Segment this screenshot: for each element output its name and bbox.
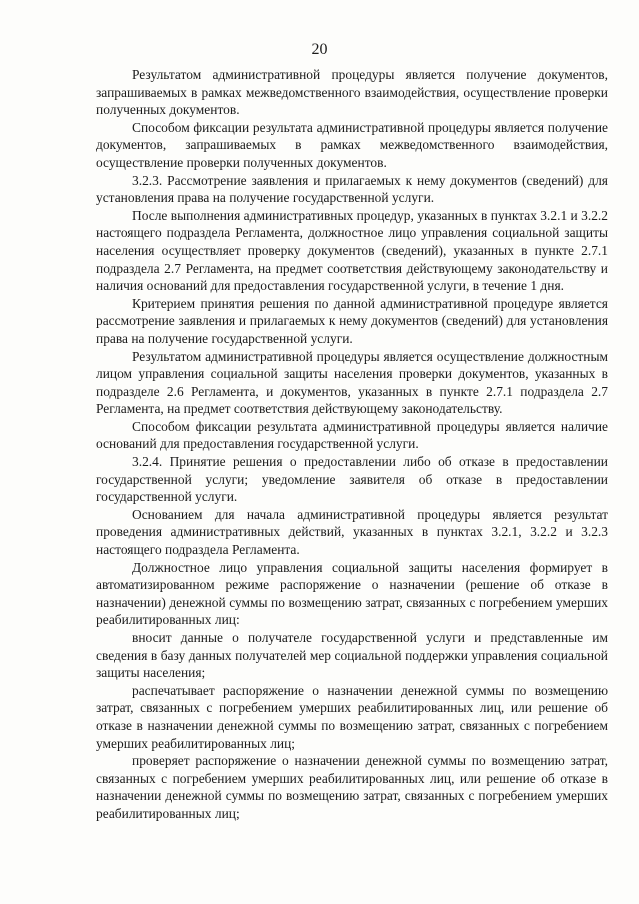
document-body bbox=[96, 66, 608, 823]
page-number: 20 bbox=[311, 41, 328, 58]
paragraph-fixation-documents: Способом фиксации результата административной процедуры является получение документов, запрашиваемых в рамках межведомственного взаимодействия, осуществление проверки полученных документов. bbox=[96, 119, 608, 170]
paragraph-result-documents: Результатом административной процедуры является получение документов, запрашиваемых в рамках межведомственного взаимодействия, осуществление проверки полученных документов. bbox=[96, 67, 608, 118]
list-item-prints-order: распечатывает распоряжение о назначении денежной суммы по возмещению затрат, связанных с погребением умерших реабилитированных лиц, или решение об отказе в назначении денежной суммы по возмещению затрат, связанных с погребением умерших реабилитированных лиц; bbox=[96, 682, 608, 751]
list-item-enters-data: вносит данные о получателе государственной услуги и представленные им сведения в базу данных получателей мер социальной поддержки управления социальной защиты населения; bbox=[96, 630, 608, 681]
paragraph-fixation-grounds: Способом фиксации результата административной процедуры является наличие оснований для предоставления государственной услуги. bbox=[96, 418, 608, 452]
list-item-checks-order: проверяет распоряжение о назначении денежной суммы по возмещению затрат, связанных с погребением умерших реабилитированных лиц, или решение об отказе в назначении денежной суммы по возмещению затрат, связанных с погребением умерших реабилитированных лиц; bbox=[96, 753, 608, 821]
section-heading-3-2-3: 3.2.3. Рассмотрение заявления и прилагаемых к нему документов (сведений) для установления права на получение государственной услуги. bbox=[96, 172, 608, 206]
paragraph-decision-criterion: Критерием принятия решения по данной административной процедуре является рассмотрение заявления и прилагаемых к нему документов (сведений) для установления права на получение государственной услуги. bbox=[96, 295, 608, 346]
paragraph-after-procedures: После выполнения административных процедур, указанных в пунктах 3.2.1 и 3.2.2 настоящего подраздела Регламента, должностное лицо управления социальной защиты населения осуществляет проверку документов (сведений), указанных в пункте 2.7.1 подраздела 2.7 Регламента, на предмет соответствия действующему законодательству и наличия оснований для предоставления государственной услуги, в течение 1 дня. bbox=[96, 207, 608, 294]
paragraph-procedure-basis: Основанием для начала административной процедуры является результат проведения административных действий, указанных в пунктах 3.2.1, 3.2.2 и 3.2.3 настоящего подраздела Регламента. bbox=[96, 506, 608, 558]
section-heading-3-2-4: 3.2.4. Принятие решения о предоставлении либо об отказе в предоставлении государственной услуги; уведомление заявителя об отказе в предоставлении государственной услуги. bbox=[96, 454, 608, 505]
paragraph-procedure-result: Результатом административной процедуры является осуществление должностным лицом управления социальной защиты населения проверки документов, указанных в подразделе 2.6 Регламента, и документов, указанных в пункте 2.7.1 подраздела 2.7 Регламента, на предмет соответствия действующему законодательству. bbox=[96, 348, 608, 417]
paragraph-official-forms-order: Должностное лицо управления социальной защиты населения формирует в автоматизированном режиме распоряжение о назначении (решение об отказе в назначении) денежной суммы по возмещению затрат, связанных с погребением умерших реабилитированных лиц: bbox=[96, 559, 608, 628]
